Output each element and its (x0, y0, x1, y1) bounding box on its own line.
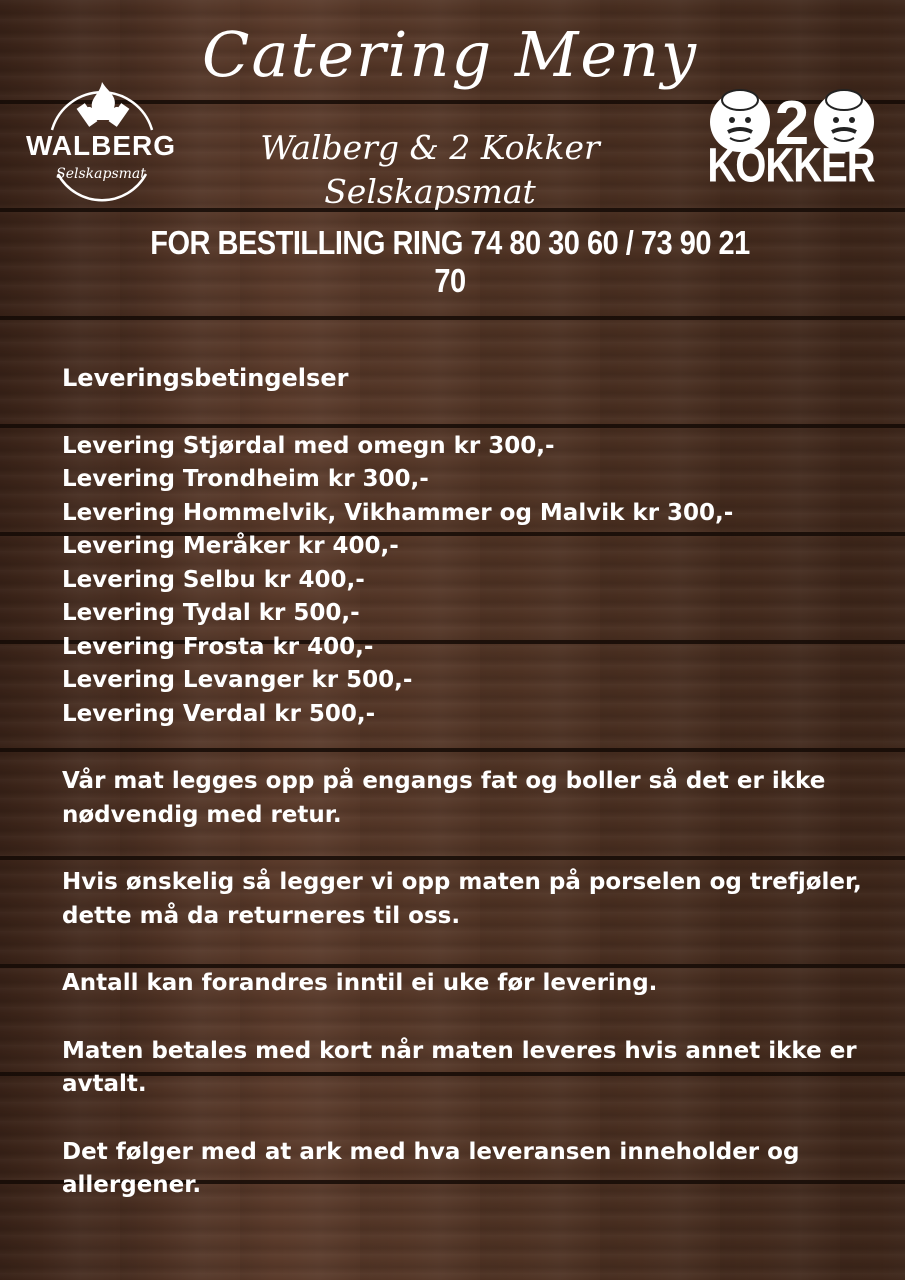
phone-line: FOR BESTILLING RING 74 80 30 60 / 73 90 21 70 (150, 225, 750, 300)
list-item: Levering Frosta kr 400,- (62, 633, 374, 660)
kokker-logo (700, 84, 885, 194)
header (0, 0, 905, 300)
list-item: Levering Meråker kr 400,- (62, 533, 399, 559)
paragraph-allergens: Det følger med at ark med hva leveransen inneholder og allergener. (62, 1138, 800, 1198)
list-item: Levering Selbu kr 400,- (62, 566, 365, 593)
kokker-numeral: 2 (774, 89, 810, 154)
list-item: Levering Levanger kr 500,- (62, 667, 413, 693)
list-item: Levering Trondheim kr 300,- (62, 466, 429, 492)
delivery-terms (62, 362, 862, 1237)
subtitle-line2: Selskapsmat (324, 172, 536, 211)
subtitle-line1: Walberg & 2 Kokker (260, 128, 600, 167)
section-heading: Leveringsbetingelser (62, 364, 349, 392)
page-title: Catering Meny (202, 18, 698, 91)
paragraph-quantity: Antall kan forandres inntil ei uke før levering. (62, 970, 658, 996)
delivery-list (62, 430, 862, 732)
paragraph-disposable: Vår mat legges opp på engangs fat og boller så det er ikke nødvendig med retur. (62, 768, 826, 828)
list-item: Levering Stjørdal med omegn kr 300,- (62, 432, 555, 459)
paragraph-payment: Maten betales med kort når maten leveres hvis annet ikke er avtalt. (62, 1037, 857, 1097)
paragraph-porcelain: Hvis ønskelig så legger vi opp maten på porselen og trefjøler, dette må da returneres til oss. (62, 869, 862, 929)
walberg-script: Selskapsmat (56, 166, 146, 182)
walberg-wordmark: WALBERG (25, 130, 177, 161)
walberg-logo (18, 78, 188, 208)
kokker-wordmark: KOKKER (707, 139, 875, 193)
list-item: Levering Tydal kr 500,- (62, 600, 360, 626)
list-item: Levering Verdal kr 500,- (62, 700, 376, 727)
list-item: Levering Hommelvik, Vikhammer og Malvik kr 300,- (62, 499, 734, 526)
